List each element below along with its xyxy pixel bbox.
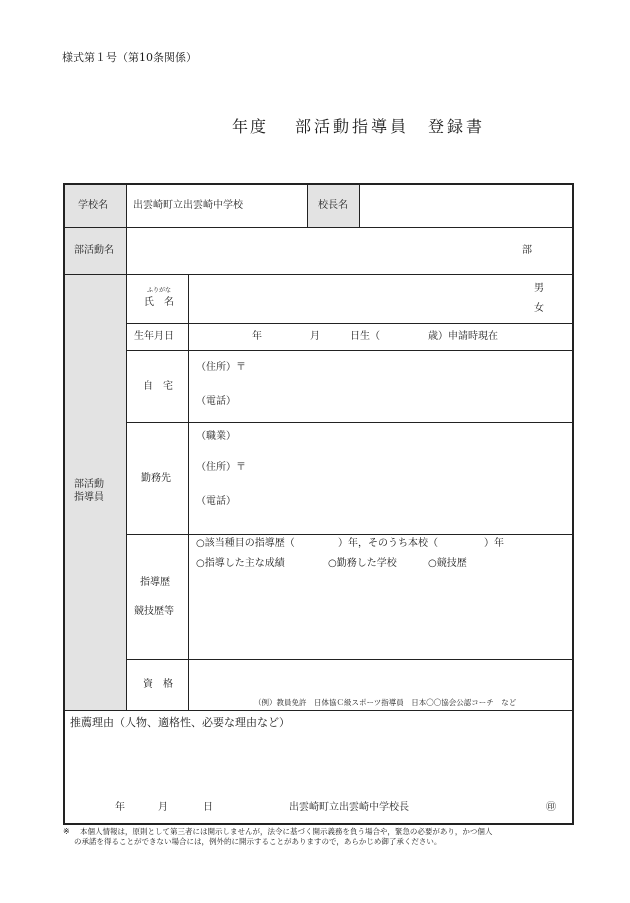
history-line1-b: ）年，そのうち本校（ xyxy=(338,538,438,549)
qualification-example: （例）教員免許 日体協Ｃ級スポーツ指導員 日本〇〇協会公認コーチ など xyxy=(254,698,517,707)
work-job-field[interactable] xyxy=(240,427,560,445)
gender-female[interactable]: 女 xyxy=(534,303,544,314)
history-line2-b: ○勤務した学校 xyxy=(328,558,397,569)
principal-label: 校長名 xyxy=(318,200,348,211)
col-line-section xyxy=(126,274,127,710)
instructor-section-label-1: 部活動 xyxy=(74,479,104,490)
recommendation-field[interactable] xyxy=(70,734,565,794)
signer-name: 出雲崎町立出雲崎中学校長 xyxy=(289,802,409,813)
col-line-sublabel xyxy=(188,274,189,710)
table-border-bottom xyxy=(63,823,573,825)
club-label: 部活動名 xyxy=(74,245,114,256)
school-label: 学校名 xyxy=(78,200,108,211)
recommendation-label: 推薦理由（人物、適格性、必要な理由など） xyxy=(70,716,290,729)
row-line-qualification xyxy=(63,710,573,711)
work-phone-field[interactable] xyxy=(240,492,560,510)
instructor-section-label-2: 指導員 xyxy=(74,492,104,503)
history-label-1: 指導歴 xyxy=(140,577,170,588)
page-title: 部活動指導員 登録書 xyxy=(295,117,486,136)
home-address-label: （住所）〒 xyxy=(196,362,246,373)
birth-day: 日生（ xyxy=(350,331,380,342)
name-label: 氏 名 xyxy=(144,297,174,308)
note-line-2: の承諾を得ることができない場合には，例外的に開示することがありますので，あらかじめ御了承ください。 xyxy=(74,837,442,846)
col-line-school-label xyxy=(126,183,127,274)
history-line2-a: ○指導した主な成績 xyxy=(196,558,285,569)
sign-year: 年 xyxy=(115,802,125,813)
home-label: 自 宅 xyxy=(143,381,173,392)
note-mark: ※ xyxy=(63,827,70,836)
row-line-work xyxy=(126,534,573,535)
birth-month: 月 xyxy=(310,331,320,342)
form-number: 様式第１号（第10条関係） xyxy=(62,51,197,64)
work-address-field[interactable] xyxy=(252,458,562,476)
col-line-principal-left xyxy=(307,183,308,227)
principal-name-field[interactable] xyxy=(364,196,564,214)
name-furigana-label: ふりがな xyxy=(147,287,172,294)
title-nendo: 年度 xyxy=(232,117,269,136)
history-line1-c: ）年 xyxy=(484,538,504,549)
row-line-birth xyxy=(126,350,573,351)
seal-mark: ㊞ xyxy=(546,802,556,813)
birth-label: 生年月日 xyxy=(134,331,174,342)
name-field[interactable] xyxy=(196,292,516,312)
history-details-field[interactable] xyxy=(196,575,564,655)
work-label: 勤務先 xyxy=(141,473,171,484)
row-line-name xyxy=(126,323,573,324)
sign-day: 日 xyxy=(203,802,213,813)
school-name: 出雲崎町立出雲崎中学校 xyxy=(133,200,243,211)
row-line-history xyxy=(126,659,573,660)
work-phone-label: （電話） xyxy=(196,496,236,507)
work-job-label: （職業） xyxy=(196,431,236,442)
note-line-1: 本個人情報は，原則として第三者には開示しませんが，法令に基づく開示義務を負う場合や，緊急の必要があり，かつ個人 xyxy=(80,827,493,836)
qualification-label: 資 格 xyxy=(143,679,173,690)
row-line-home xyxy=(126,422,573,423)
club-name-field[interactable] xyxy=(133,241,513,259)
row-line-club xyxy=(63,274,573,275)
home-phone-field[interactable] xyxy=(240,392,560,410)
birth-age: 歳）申請時現在 xyxy=(428,331,498,342)
history-line2-c: ○競技歴 xyxy=(428,558,467,569)
sign-month: 月 xyxy=(158,802,168,813)
table-border-top xyxy=(63,183,573,185)
history-line1-a: ○該当種目の指導歴（ xyxy=(196,538,295,549)
birth-year: 年 xyxy=(252,331,262,342)
club-suffix: 部 xyxy=(522,245,532,256)
history-label-2: 競技歴等 xyxy=(134,606,174,617)
qualification-field[interactable] xyxy=(196,668,564,688)
col-line-principal-right xyxy=(359,183,360,227)
home-address-field[interactable] xyxy=(252,358,562,376)
home-phone-label: （電話） xyxy=(196,396,236,407)
work-address-label: （住所）〒 xyxy=(196,462,246,473)
table-border-left xyxy=(63,183,65,825)
table-border-right xyxy=(572,183,574,825)
row-line-school xyxy=(63,227,573,228)
gender-male[interactable]: 男 xyxy=(534,283,544,294)
